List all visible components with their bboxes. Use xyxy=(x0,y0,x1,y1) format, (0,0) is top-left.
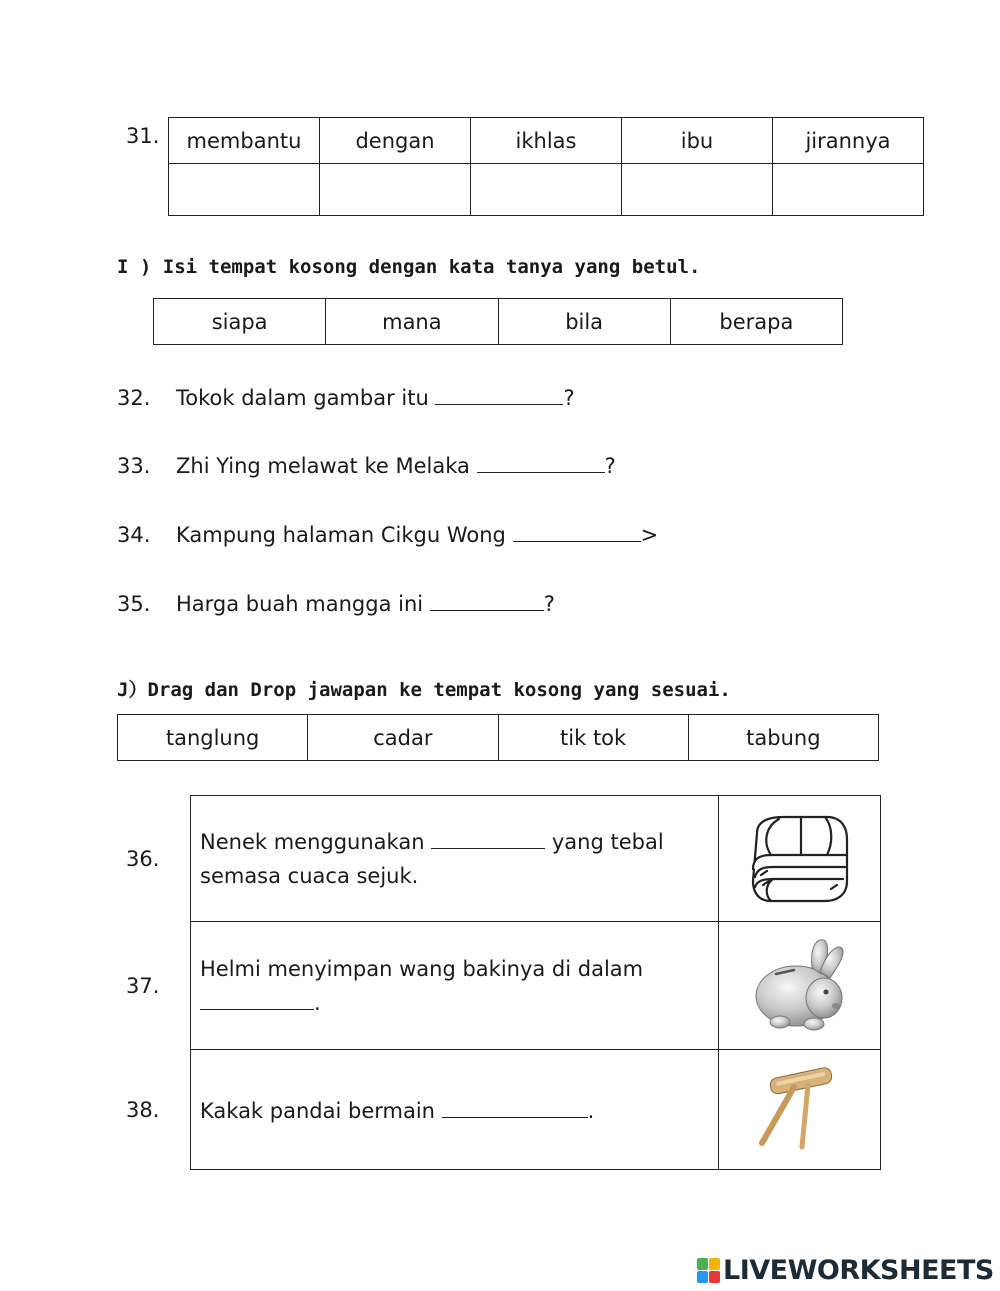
liveworksheets-logo xyxy=(697,1255,994,1286)
option-tile[interactable]: bila xyxy=(498,299,670,345)
question-36-text xyxy=(191,796,719,922)
word-tile[interactable]: membantu xyxy=(169,118,320,164)
answer-blank[interactable] xyxy=(430,590,544,611)
drop-zone[interactable] xyxy=(442,1097,588,1118)
draggable-option[interactable]: tik tok xyxy=(498,715,688,761)
section-j-heading: J）Drag dan Drop jawapan ke tempat kosong yang sesuai. xyxy=(117,679,731,701)
draggable-option[interactable]: tabung xyxy=(688,715,878,761)
tik-tok-instrument-icon xyxy=(750,1065,850,1155)
question-end: . xyxy=(314,990,321,1015)
brand-name: LIVEWORKSHEETS xyxy=(723,1255,994,1286)
answer-slot[interactable] xyxy=(471,164,622,216)
question-37-number: 37. xyxy=(126,974,160,998)
draggable-option[interactable]: cadar xyxy=(308,715,498,761)
option-tile[interactable]: siapa xyxy=(154,299,326,345)
question-33 xyxy=(117,452,616,478)
question-text: yang tebal xyxy=(551,829,664,854)
question-end: ? xyxy=(563,386,575,410)
question-37-image xyxy=(719,922,881,1050)
answer-blank[interactable] xyxy=(513,521,641,542)
answer-slot[interactable] xyxy=(169,164,320,216)
question-number: 34. xyxy=(117,523,151,547)
question-38-number: 38. xyxy=(126,1098,160,1122)
section-j-question-table xyxy=(190,795,881,1170)
rabbit-piggy-bank-icon xyxy=(750,934,850,1038)
answer-slot[interactable] xyxy=(320,164,471,216)
question-number: 35. xyxy=(117,592,151,616)
option-tile[interactable]: mana xyxy=(326,299,498,345)
section-j-options xyxy=(117,714,879,761)
question-text: semasa cuaca sejuk. xyxy=(200,863,419,888)
answer-slot[interactable] xyxy=(773,164,924,216)
word-tile[interactable]: ikhlas xyxy=(471,118,622,164)
question-text: Nenek menggunakan xyxy=(200,829,425,854)
question-text: Zhi Ying melawat ke Melaka xyxy=(176,454,470,478)
question-text: Kakak pandai bermain xyxy=(200,1098,435,1123)
option-tile[interactable]: berapa xyxy=(670,299,842,345)
question-32 xyxy=(117,384,575,410)
question-number: 33. xyxy=(117,454,151,478)
section-i-options xyxy=(153,298,843,345)
question-31-number: 31. xyxy=(126,124,160,148)
answer-blank[interactable] xyxy=(477,452,605,473)
section-i-heading: I ) Isi tempat kosong dengan kata tanya yang betul. xyxy=(117,256,701,278)
question-36-image xyxy=(719,796,881,922)
question-37-text xyxy=(191,922,719,1050)
question-end: ? xyxy=(604,454,616,478)
question-text: Kampung halaman Cikgu Wong xyxy=(176,523,506,547)
question-38-text xyxy=(191,1050,719,1170)
question-end: . xyxy=(587,1098,595,1123)
answer-blank[interactable] xyxy=(435,384,563,405)
question-34 xyxy=(117,521,658,547)
question-38-image xyxy=(719,1050,881,1170)
question-text: Tokok dalam gambar itu xyxy=(176,386,429,410)
drop-zone[interactable] xyxy=(200,989,314,1010)
question-31-word-table xyxy=(168,117,924,216)
drop-zone[interactable] xyxy=(431,828,545,849)
folded-blanket-icon xyxy=(747,811,853,907)
question-end: ? xyxy=(543,592,555,616)
question-text: Helmi menyimpan wang bakinya di dalam xyxy=(200,956,644,981)
question-35 xyxy=(117,590,555,616)
word-tile[interactable]: dengan xyxy=(320,118,471,164)
question-number: 32. xyxy=(117,386,151,410)
answer-slot[interactable] xyxy=(622,164,773,216)
question-text: Harga buah mangga ini xyxy=(176,592,424,616)
word-tile[interactable]: jirannya xyxy=(773,118,924,164)
liveworksheets-blocks-icon xyxy=(697,1258,721,1284)
draggable-option[interactable]: tanglung xyxy=(118,715,308,761)
question-36-number: 36. xyxy=(126,847,160,871)
word-tile[interactable]: ibu xyxy=(622,118,773,164)
question-end: > xyxy=(640,523,659,547)
